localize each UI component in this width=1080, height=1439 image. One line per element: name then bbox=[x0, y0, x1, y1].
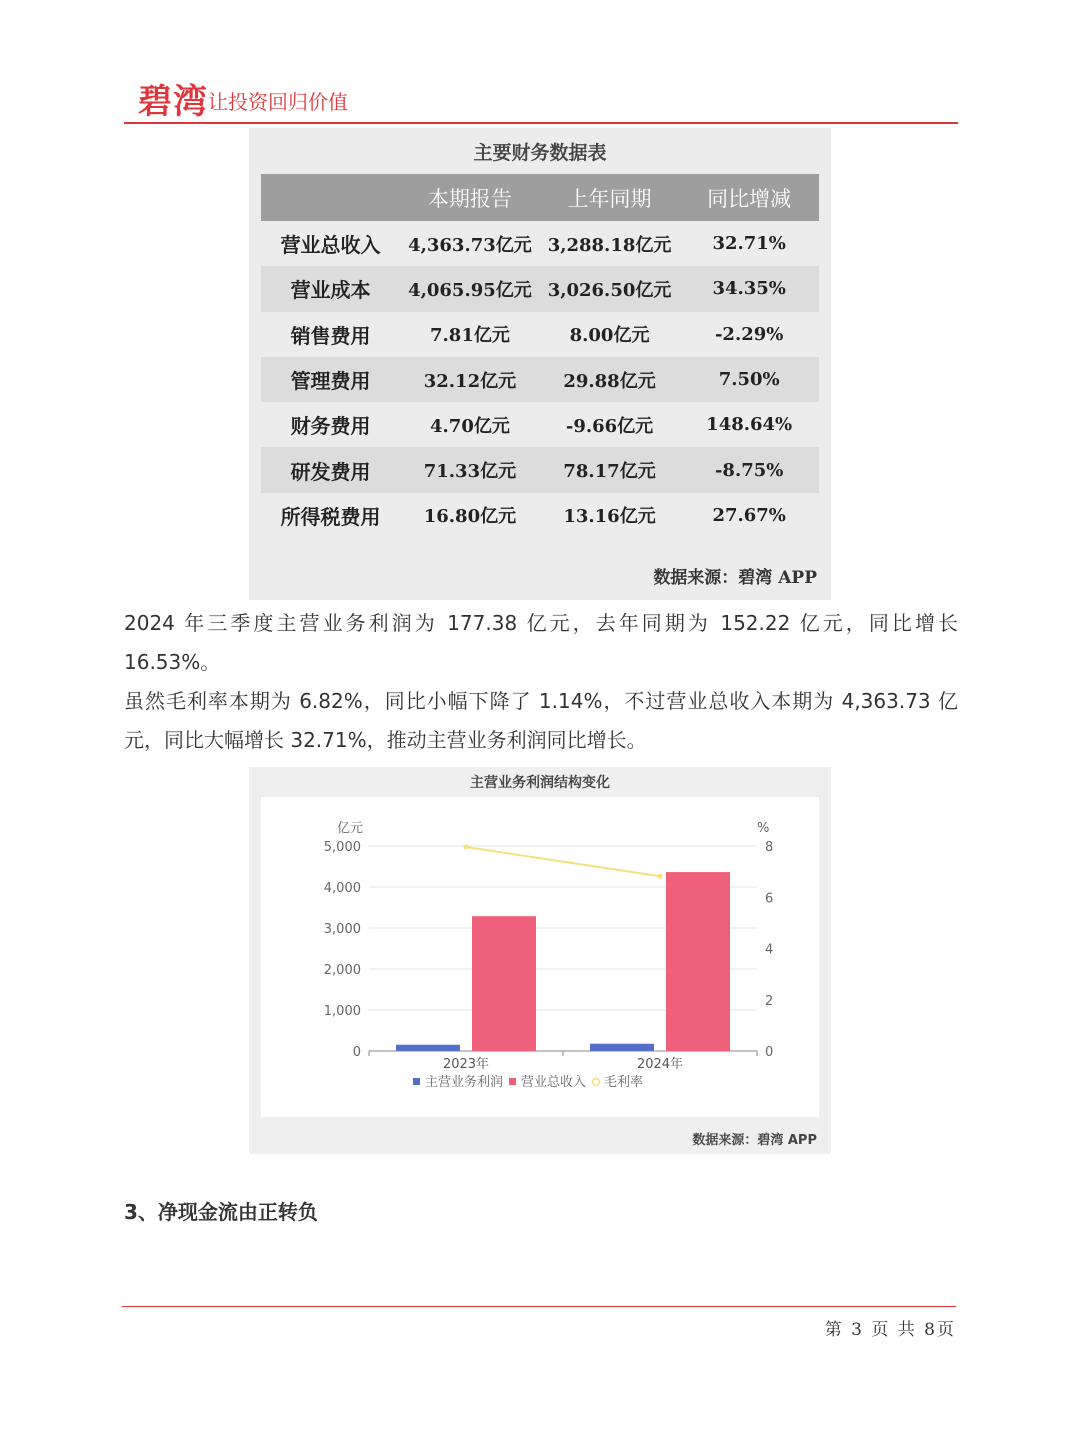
table-cell: 32.71% bbox=[712, 233, 786, 255]
profit-structure-chart bbox=[261, 797, 819, 1117]
y2-tick-label: 6 bbox=[765, 891, 774, 907]
chart-area bbox=[261, 797, 819, 1117]
legend-marker bbox=[509, 1078, 516, 1085]
y2-tick-label: 8 bbox=[765, 840, 774, 855]
x-tick-label: 2024年 bbox=[636, 1057, 684, 1072]
table-row bbox=[261, 447, 819, 492]
table-cell: 13.16亿元 bbox=[563, 506, 656, 528]
footer-divider bbox=[122, 1306, 956, 1307]
section-heading: 3、净现金流由正转负 bbox=[124, 1200, 318, 1224]
table-row-label: 销售费用 bbox=[290, 323, 371, 348]
table-cell: 3,288.18亿元 bbox=[547, 234, 672, 256]
table-cell: 71.33亿元 bbox=[400, 447, 540, 492]
brand-logo: 碧湾 bbox=[138, 82, 208, 122]
table-cell: 4,363.73亿元 bbox=[408, 234, 532, 256]
table-cell: 16.80亿元 bbox=[423, 506, 517, 528]
line-point bbox=[464, 845, 469, 850]
bar-revenue bbox=[666, 872, 730, 1051]
legend-marker bbox=[593, 1079, 600, 1086]
y-tick-label: 0 bbox=[352, 1045, 361, 1060]
table-cell: 3,026.50亿元 bbox=[540, 266, 680, 311]
line-point bbox=[658, 874, 663, 879]
table-cell: 4,065.95亿元 bbox=[400, 266, 540, 311]
table-source: 数据来源：碧湾 APP bbox=[653, 568, 817, 588]
table-cell: 27.67% bbox=[712, 504, 786, 526]
financial-table-card bbox=[249, 128, 831, 600]
page-number: 第 3 页 共 8页 bbox=[824, 1320, 956, 1340]
line-gross-margin bbox=[466, 847, 660, 876]
y2-tick-label: 0 bbox=[765, 1045, 774, 1060]
bar-profit bbox=[396, 1045, 460, 1051]
paragraph-margin: 虽然毛利率本期为 6.82%，同比小幅下降了 1.14%，不过营业总收入本期为 4,363.73 亿元，同比大幅增长 32.71%，推动主营业务利润同比增长。 bbox=[124, 689, 958, 752]
legend-label: 毛利率 bbox=[604, 1075, 644, 1090]
table-row-label: 营业成本 bbox=[261, 266, 400, 311]
page-header bbox=[124, 70, 958, 124]
legend-label: 主营业务利润 bbox=[425, 1075, 504, 1090]
y-tick-label: 5,000 bbox=[323, 840, 361, 855]
chart-title: 主营业务利润结构变化 bbox=[470, 775, 610, 791]
table-header-row bbox=[261, 174, 819, 221]
table-cell: 34.35% bbox=[679, 266, 819, 311]
table-header-cell: 上年同期 bbox=[540, 174, 680, 221]
y-tick-label: 1,000 bbox=[323, 1004, 361, 1019]
table-cell: 32.12亿元 bbox=[400, 357, 540, 402]
table-row bbox=[261, 493, 819, 538]
table-row bbox=[261, 402, 819, 447]
legend-marker bbox=[413, 1078, 420, 1085]
table-row bbox=[261, 357, 819, 402]
table-row-label: 财务费用 bbox=[290, 414, 371, 439]
y-axis-unit: 亿元 bbox=[336, 821, 363, 836]
table-row bbox=[261, 312, 819, 357]
y-tick-label: 4,000 bbox=[323, 881, 361, 896]
y-tick-label: 2,000 bbox=[323, 963, 361, 978]
chart-card bbox=[249, 767, 831, 1154]
table-cell: -9.66亿元 bbox=[565, 415, 654, 437]
table-cell: 8.00亿元 bbox=[569, 325, 650, 347]
table-row-label: 研发费用 bbox=[261, 447, 400, 492]
chart-source: 数据来源：碧湾 APP bbox=[692, 1133, 817, 1148]
table-title: 主要财务数据表 bbox=[473, 142, 607, 164]
table-row-label: 所得税费用 bbox=[280, 504, 381, 529]
table-header-blank bbox=[261, 174, 400, 221]
table-row bbox=[261, 266, 819, 311]
table-header-cell: 同比增减 bbox=[679, 174, 819, 221]
financial-table bbox=[261, 174, 819, 538]
legend-label: 营业总收入 bbox=[521, 1075, 587, 1090]
table-cell: 29.88亿元 bbox=[540, 357, 680, 402]
table-cell: -8.75% bbox=[679, 447, 819, 492]
table-row-label: 管理费用 bbox=[261, 357, 400, 402]
y2-tick-label: 4 bbox=[765, 942, 774, 958]
table-header-cell: 本期报告 bbox=[400, 174, 540, 221]
bar-revenue bbox=[472, 916, 536, 1051]
table-row-label: 营业总收入 bbox=[280, 233, 381, 258]
table-cell: 7.50% bbox=[679, 357, 819, 402]
table-cell: 148.64% bbox=[706, 414, 793, 436]
y-tick-label: 3,000 bbox=[323, 922, 361, 937]
table-cell: 4.70亿元 bbox=[430, 415, 510, 437]
paragraph-profit: 2024 年三季度主营业务利润为 177.38 亿元，去年同期为 152.22 亿元，同比增长 16.53%。 bbox=[124, 611, 958, 674]
y2-axis-unit: % bbox=[757, 821, 770, 836]
table-cell: -2.29% bbox=[714, 323, 784, 345]
table-cell: 7.81亿元 bbox=[430, 325, 510, 347]
table-row bbox=[261, 221, 819, 266]
y2-tick-label: 2 bbox=[765, 993, 774, 1009]
brand-slogan: 让投资回归价值 bbox=[208, 90, 348, 114]
bar-profit bbox=[590, 1044, 654, 1051]
x-tick-label: 2023年 bbox=[442, 1057, 490, 1072]
table-cell: 78.17亿元 bbox=[540, 447, 680, 492]
